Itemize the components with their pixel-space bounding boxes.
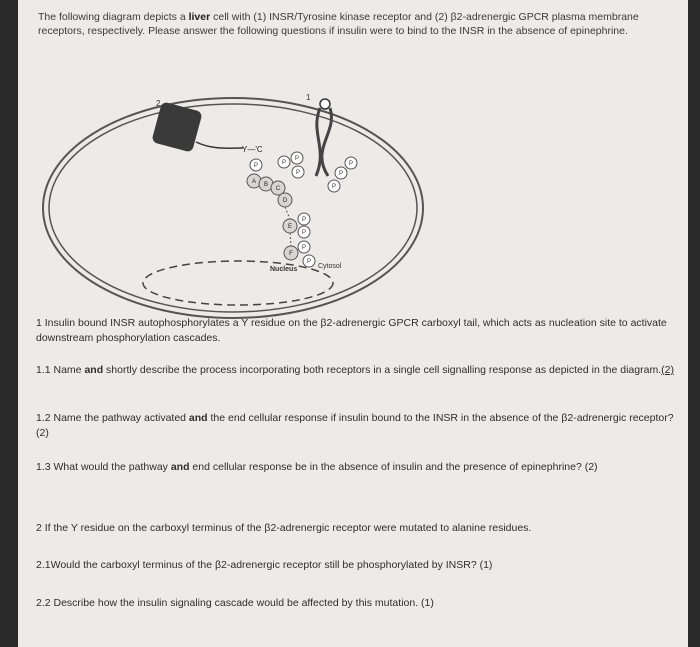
svg-text:P: P (294, 156, 300, 162)
svg-text:E: E (287, 224, 293, 230)
svg-text:D: D (282, 198, 288, 204)
tail-label: Y—'C (242, 145, 263, 154)
svg-text:P: P (306, 259, 312, 265)
svg-text:P: P (295, 170, 301, 176)
insr-head (320, 99, 330, 109)
question-1-2: 1.2 Name the pathway activated and the end cellular response if insulin bound to the INSR in the absence of the β2-adrenergic receptor? (2) (36, 412, 674, 439)
svg-text:P: P (281, 160, 287, 166)
nucleus-outline (143, 261, 333, 305)
gpcr-carboxyl-tail (196, 142, 243, 148)
question-2-2: 2.2 Describe how the insulin signaling cascade would be affected by this mutation. (1) (36, 597, 434, 609)
intro-text-1: The following diagram depicts a (38, 11, 189, 23)
svg-text:P: P (338, 171, 344, 177)
nucleus-label: Nucleus (270, 266, 298, 273)
cascade-proteins (247, 174, 298, 260)
cascade-link-2 (290, 233, 291, 246)
svg-text:P: P (253, 163, 259, 169)
cascade-link (285, 207, 290, 219)
svg-text:P: P (301, 245, 307, 251)
svg-text:P: P (331, 184, 337, 190)
gpcr-receptor-block (151, 101, 202, 152)
receptor-2-label: 2 (156, 99, 161, 108)
cytosol-label: Cytosol (318, 263, 342, 270)
cell-diagram (28, 78, 448, 328)
intro-paragraph (38, 10, 678, 38)
question-1: 1 Insulin bound INSR autophosphorylates a Y residue on the β2-adrenergic GPCR carboxyl tail, which acts as nucleation site to activate downstream phosphorylation cascades. (36, 317, 667, 344)
question-2-1: 2.1Would the carboxyl terminus of the β2-adrenergic receptor still be phosphorylated by INSR? (1) (36, 559, 493, 571)
cell-membrane-outer (43, 98, 423, 318)
intro-bold-liver: liver (188, 11, 211, 23)
svg-text:F: F (289, 251, 293, 257)
question-1-1: 1.1 Name and shortly describe the process incorporating both receptors in a single cell signalling response as depicted in the diagram.(2) (36, 364, 674, 376)
insr-arm-left (316, 108, 320, 176)
svg-text:P: P (301, 217, 307, 223)
marks-q1-1: (2) (661, 364, 674, 376)
question-2: 2 If the Y residue on the carboxyl terminus of the β2-adrenergic receptor were mutated to alanine residues. (36, 522, 532, 534)
svg-text:P: P (301, 230, 307, 236)
intro-text-2: cell with (1) INSR/Tyrosine kinase receptor and (2) β2-adrenergic GPCR plasma membrane receptors, respectively. Please answer the following questions if insulin were to bind to the INSR in the absence of epinephrine. (38, 11, 639, 37)
phosphate-groups (250, 152, 357, 267)
svg-text:P: P (348, 161, 354, 167)
question-1-3: 1.3 What would the pathway and end cellular response be in the absence of insulin and the presence of epinephrine? (2) (36, 461, 598, 473)
svg-text:A: A (251, 179, 257, 185)
worksheet-page (18, 0, 688, 647)
receptor-1-label: 1 (306, 93, 311, 102)
cell-membrane-inner (49, 104, 417, 312)
svg-text:C: C (275, 186, 281, 192)
svg-text:B: B (263, 182, 269, 188)
